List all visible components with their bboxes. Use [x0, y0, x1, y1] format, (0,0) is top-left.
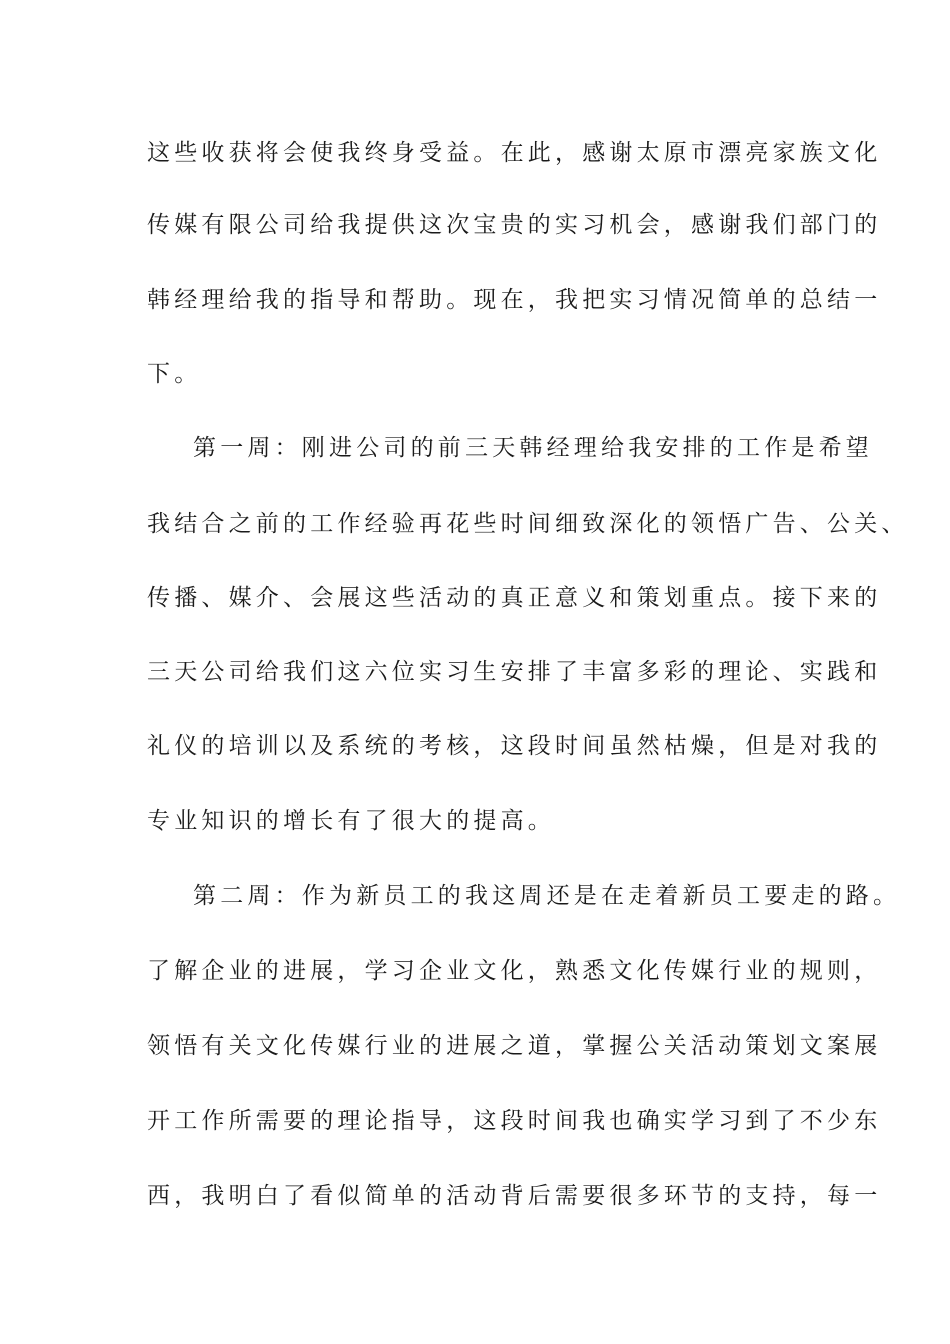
paragraph-line: 开工作所需要的理论指导，这段时间我也确实学习到了不少东 — [147, 1108, 882, 1134]
paragraph-line: 第二周：作为新员工的我这周还是在走着新员工要走的路。 — [193, 883, 901, 909]
paragraph-line: 领悟有关文化传媒行业的进展之道，掌握公关活动策划文案展 — [147, 1033, 882, 1059]
paragraph-line: 韩经理给我的指导和帮助。现在，我把实习情况简单的总结一 — [147, 287, 882, 313]
paragraph-line: 专业知识的增长有了很大的提高。 — [147, 808, 555, 834]
paragraph-line: 第一周：刚进公司的前三天韩经理给我安排的工作是希望 — [193, 435, 873, 461]
paragraph-line: 了解企业的进展，学习企业文化，熟悉文化传媒行业的规则， — [147, 958, 882, 984]
paragraph-line: 三天公司给我们这六位实习生安排了丰富多彩的理论、实践和 — [147, 659, 882, 685]
paragraph-line: 西，我明白了看似简单的活动背后需要很多环节的支持，每一 — [147, 1183, 882, 1209]
paragraph-line: 这些收获将会使我终身受益。在此，感谢太原市漂亮家族文化 — [147, 140, 882, 166]
paragraph-line: 传播、媒介、会展这些活动的真正意义和策划重点。接下来的 — [147, 585, 882, 611]
paragraph-line: 下。 — [147, 361, 202, 387]
paragraph-line: 我结合之前的工作经验再花些时间细致深化的领悟广告、公关、 — [147, 511, 909, 537]
paragraph-line: 礼仪的培训以及系统的考核，这段时间虽然枯燥，但是对我的 — [147, 733, 882, 759]
paragraph-line: 传媒有限公司给我提供这次宝贵的实习机会，感谢我们部门的 — [147, 212, 882, 238]
